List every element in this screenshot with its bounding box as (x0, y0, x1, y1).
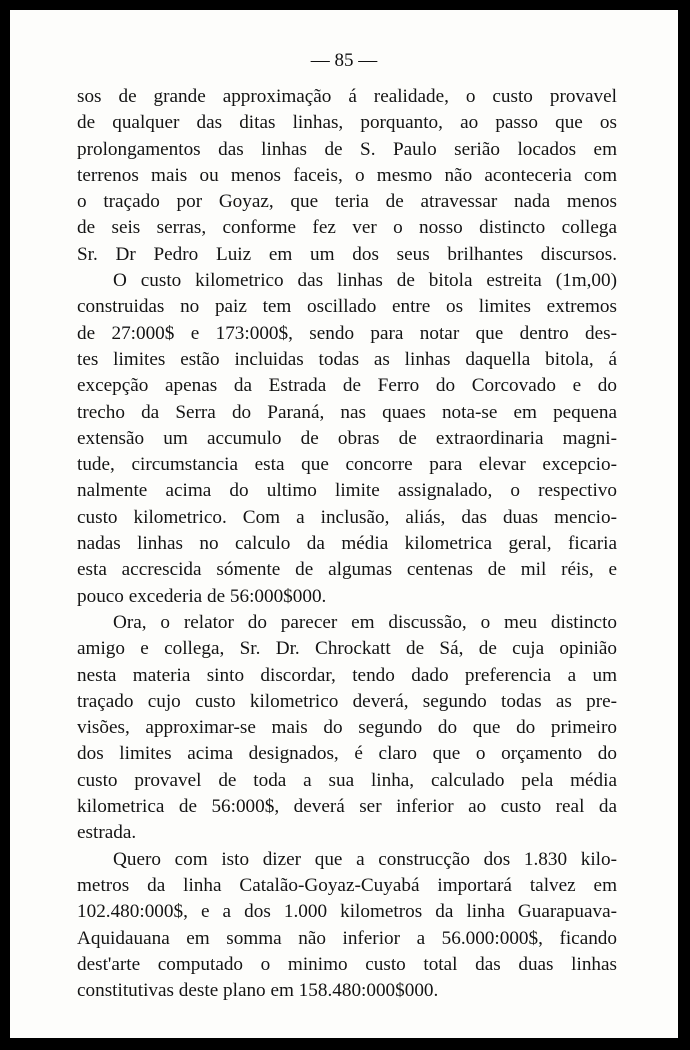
paragraph-3 (77, 610, 617, 847)
text-line: sos de grande approximação á realidade, o custo provavel (77, 86, 617, 107)
text-line: nadas linhas no calculo da média kilometrica geral, ficaria (77, 533, 617, 555)
text-line: Sr. Dr Pedro Luiz em um dos seus brilhantes discursos. (77, 243, 617, 265)
text-line: Aquidauana em somma não inferior a 56.000:000$, ficando (77, 927, 617, 949)
paragraph-4 (77, 847, 617, 1005)
text-line: traçado cujo custo kilometrico deverá, segundo todas as pre- (77, 690, 617, 712)
book-page (10, 10, 678, 1038)
text-line: Quero com isto dizer que a construcção dos 1.830 kilo- (113, 848, 617, 870)
text-line: Ora, o relator do parecer em discussão, o meu distincto (113, 611, 617, 633)
paragraph-2 (77, 268, 617, 610)
text-line: dest'arte computado o minimo custo total das duas linhas (77, 953, 617, 975)
text-line: dos limites acima designados, é claro que o orçamento do (77, 743, 617, 765)
text-line: prolongamentos das linhas de S. Paulo serião locados em (77, 138, 617, 160)
text-line: visões, approximar-se mais do segundo do que do primeiro (77, 717, 617, 739)
text-line: O custo kilometrico das linhas de bitola estreita (1m,00) (113, 270, 617, 292)
text-line: custo provavel de toda a sua linha, calculado pela média (77, 769, 617, 791)
text-line: custo kilometrico. Com a inclusão, aliás, das duas mencio- (77, 506, 617, 528)
text-line: 102.480:000$, e a dos 1.000 kilometros da linha Guarapuava- (77, 901, 617, 923)
text-line: construidas no paiz tem oscillado entre os limites extremos (77, 296, 617, 318)
text-line: estrada. (77, 822, 137, 844)
page-number: — 85 — (310, 50, 378, 71)
text-line: metros da linha Catalão-Goyaz-Cuyabá importará talvez em (77, 874, 617, 896)
text-line: nalmente acima do ultimo limite assignalado, o respectivo (77, 480, 617, 502)
text-line: terrenos mais ou menos faceis, o mesmo não aconteceria com (77, 164, 617, 186)
text-line: esta accrescida sómente de algumas centenas de mil réis, e (77, 559, 617, 581)
text-line: o traçado por Goyaz, que teria de atravessar nada menos (77, 191, 617, 213)
text-line: extensão um accumulo de obras de extraordinaria magni- (77, 427, 617, 449)
text-line: excepção apenas da Estrada de Ferro do Corcovado e do (77, 375, 617, 397)
text-line: de 27:000$ e 173:000$, sendo para notar que dentro des- (77, 322, 617, 344)
text-line: amigo e collega, Sr. Dr. Chrockatt de Sá, de cuja opinião (77, 638, 617, 660)
text-line: constitutivas deste plano em 158.480:000$000. (77, 980, 439, 1002)
paragraph-1 (77, 84, 617, 268)
text-line: pouco excederia de 56:000$000. (77, 585, 327, 607)
text-line: tes limites estão incluidas todas as linhas daquella bitola, á (77, 348, 617, 370)
text-line: kilometrica de 56:000$, deverá ser inferior ao custo real da (77, 796, 617, 818)
text-line: de qualquer das ditas linhas, porquanto, ao passo que os (77, 112, 617, 134)
text-line: nesta materia sinto discordar, tendo dado preferencia a um (77, 664, 617, 686)
body-text (77, 84, 617, 1004)
text-line: de seis serras, conforme fez ver o nosso distincto collega (77, 217, 617, 239)
text-line: trecho da Serra do Paraná, nas quaes nota-se em pequena (77, 401, 617, 423)
text-line: tude, circumstancia esta que concorre para elevar excepcio- (77, 454, 617, 476)
